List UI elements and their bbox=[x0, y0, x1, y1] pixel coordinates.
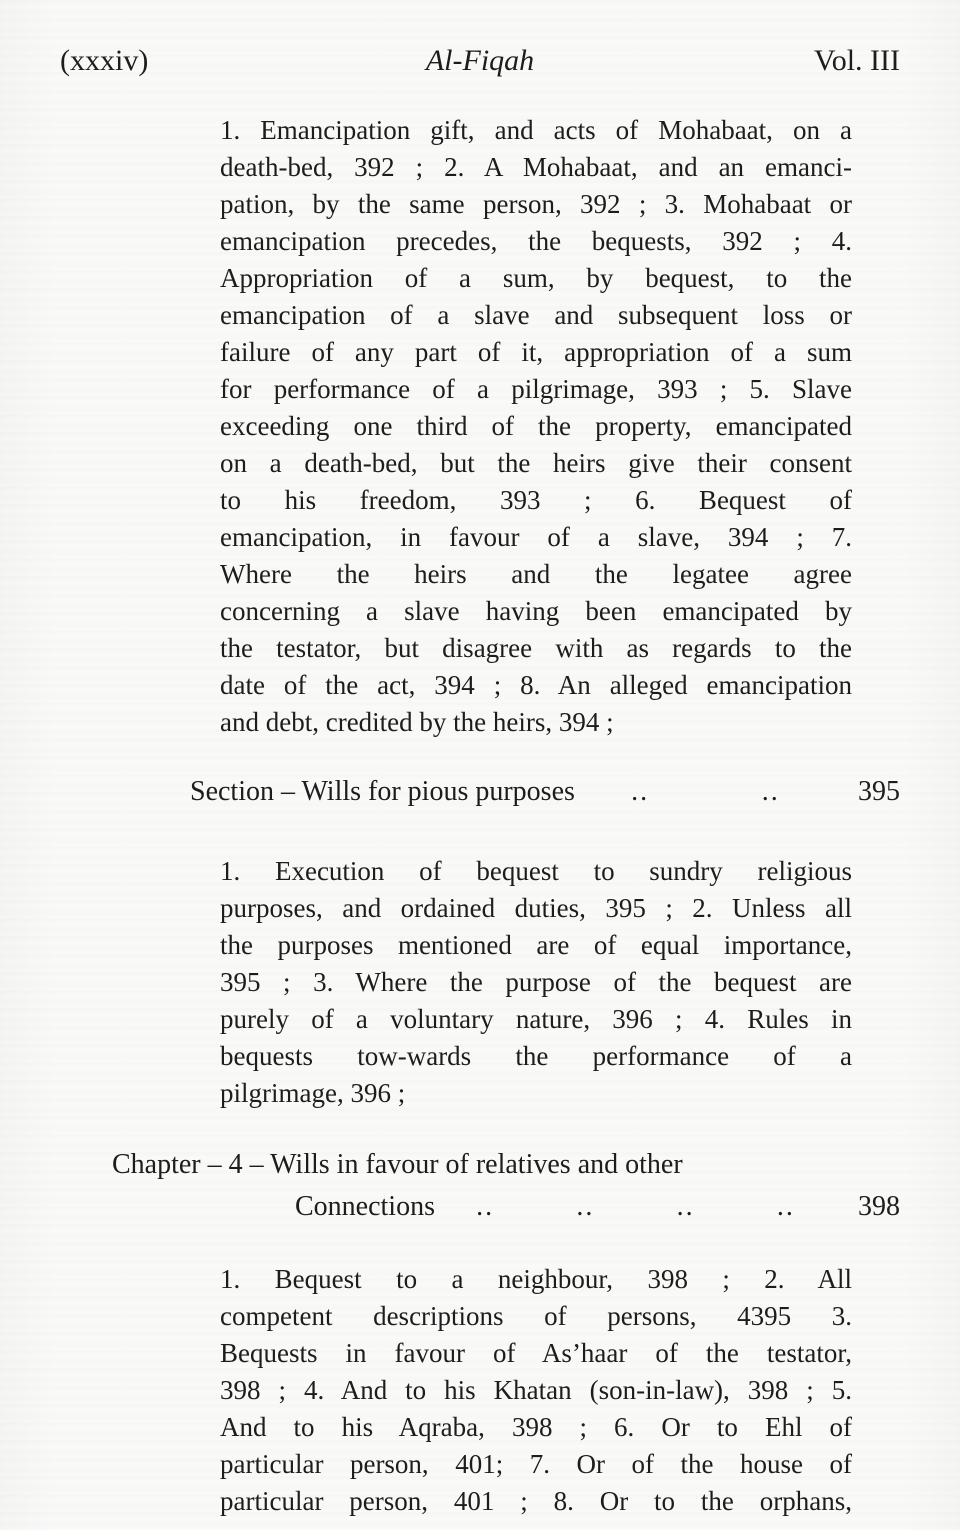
toc-line: 1. Bequest to a neighbour, 398 ; 2. All bbox=[220, 1264, 852, 1294]
toc-line: pilgrimage, 396 ; bbox=[220, 1078, 406, 1108]
toc-line: pation, by the same person, 392 ; 3. Mohabaat or bbox=[220, 189, 852, 219]
toc-line: exceeding one third of the property, emancipated bbox=[220, 411, 852, 441]
toc-line: Where the heirs and the legatee agree bbox=[220, 559, 852, 589]
toc-line: 1. Execution of bequest to sundry religious bbox=[220, 856, 852, 886]
toc-line: 395 ; 3. Where the purpose of the bequest are bbox=[220, 967, 852, 997]
toc-line: death-bed, 392 ; 2. A Mohabaat, and an emanci- bbox=[220, 152, 852, 182]
toc-line: bequests tow-wards the performance of a bbox=[220, 1041, 852, 1071]
leader-dots: .. bbox=[776, 1191, 795, 1222]
toc-paragraph-1 bbox=[220, 112, 852, 741]
leader-dots: .. bbox=[761, 776, 780, 807]
toc-line: 398 ; 4. And to his Khatan (son-in-law), 398 ; 5. bbox=[220, 1375, 852, 1405]
leader-dots: .. bbox=[576, 1191, 595, 1222]
section-page-number: 395 bbox=[858, 776, 900, 807]
leader-dots: .. bbox=[476, 1191, 495, 1222]
toc-line: emancipation, in favour of a slave, 394 ; 7. bbox=[220, 522, 852, 552]
toc-line: particular person, 401; 7. Or of the house of bbox=[220, 1449, 852, 1479]
toc-line: And to his Aqraba, 398 ; 6. Or to Ehl of bbox=[220, 1412, 852, 1442]
section-heading-row bbox=[190, 773, 900, 811]
leader-dots: .. bbox=[676, 1191, 695, 1222]
book-title: Al-Fiqah bbox=[425, 44, 535, 77]
toc-line: and debt, credited by the heirs, 394 ; bbox=[220, 707, 614, 737]
toc-line: the testator, but disagree with as regards to the bbox=[220, 633, 852, 663]
toc-line: purposes, and ordained duties, 395 ; 2. Unless all bbox=[220, 893, 852, 923]
toc-line: on a death-bed, but the heirs give their consent bbox=[220, 448, 852, 478]
leader-dots: .. bbox=[631, 776, 650, 807]
toc-line: emancipation of a slave and subsequent loss or bbox=[220, 300, 852, 330]
toc-line: failure of any part of it, appropriation of a sum bbox=[220, 337, 852, 367]
chapter-heading-line2 bbox=[295, 1188, 900, 1226]
toc-line: particular person, 401 ; 8. Or to the orphans, bbox=[220, 1486, 852, 1516]
toc-paragraph-2 bbox=[220, 853, 852, 1112]
dot-leader bbox=[575, 773, 836, 811]
dot-leader bbox=[435, 1188, 836, 1226]
folio-number: (xxxiv) bbox=[60, 44, 149, 77]
toc-line: Appropriation of a sum, by bequest, to the bbox=[220, 263, 852, 293]
toc-line: emancipation precedes, the bequests, 392 ; 4. bbox=[220, 226, 852, 256]
chapter-heading-line1: Chapter – 4 – Wills in favour of relatives and other bbox=[112, 1149, 683, 1180]
toc-line: purely of a voluntary nature, 396 ; 4. Rules in bbox=[220, 1004, 852, 1034]
toc-line: competent descriptions of persons, 4395 3. bbox=[220, 1301, 852, 1331]
toc-line: the purposes mentioned are of equal importance, bbox=[220, 930, 852, 960]
toc-line: date of the act, 394 ; 8. An alleged emancipation bbox=[220, 670, 852, 700]
toc-paragraph-3 bbox=[220, 1261, 852, 1520]
section-heading-label: Section – Wills for pious purposes bbox=[190, 776, 575, 807]
toc-line: 1. Emancipation gift, and acts of Mohabaat, on a bbox=[220, 115, 852, 145]
toc-line: concerning a slave having been emancipated by bbox=[220, 596, 852, 626]
toc-line: Bequests in favour of As’haar of the testator, bbox=[220, 1338, 852, 1368]
volume-label: Vol. III bbox=[813, 44, 900, 77]
chapter-page-number: 398 bbox=[858, 1191, 900, 1222]
toc-line: for performance of a pilgrimage, 393 ; 5. Slave bbox=[220, 374, 852, 404]
page-header bbox=[60, 44, 900, 84]
toc-line: to his freedom, 393 ; 6. Bequest of bbox=[220, 485, 852, 515]
chapter-heading-label2: Connections bbox=[295, 1191, 435, 1222]
